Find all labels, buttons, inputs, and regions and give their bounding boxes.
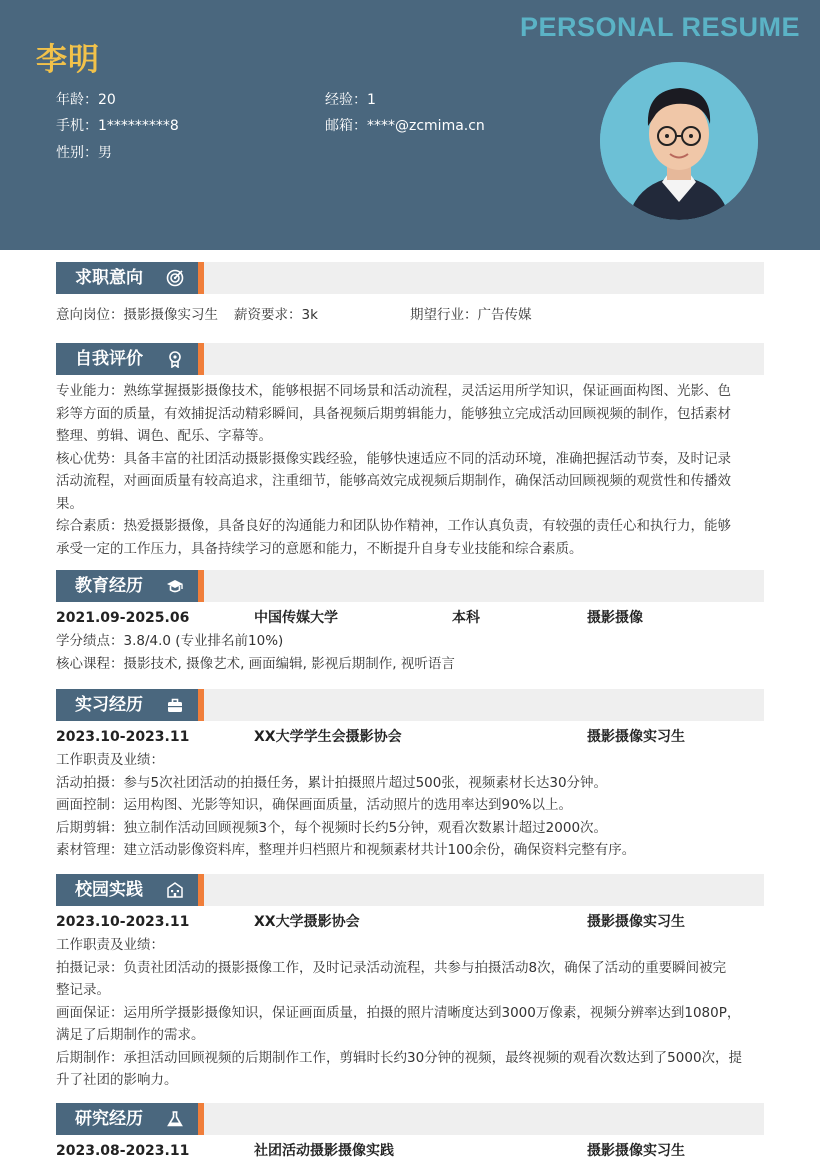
intern-date: 2023.10-2023.11 (56, 729, 190, 745)
campus-line: 整记录。 (56, 982, 110, 998)
self-line: 活动流程，对画面质量有较高追求，注重细节，能够高效完成视频后期制作，确保活动回顾视频的观赏性和传播效 (56, 473, 731, 489)
section-title-text: 研究经历 (75, 1109, 143, 1129)
section-research-header (56, 1103, 764, 1135)
info-email: 邮箱：****@zcmima.cn (325, 118, 485, 134)
campus-line: 拍摄记录：负责社团活动的摄影摄像工作，及时记录活动流程，共参与拍摄活动8次，确保了活动的重要瞬间被完 (56, 959, 727, 976)
intern-line: 工作职责及业绩： (56, 752, 164, 768)
intern-details (56, 749, 768, 862)
research-date: 2023.08-2023.11 (56, 1143, 190, 1159)
graduation-cap-icon (166, 577, 184, 595)
self-line: 承受一定的工作压力，具备持续学习的意愿和能力，不断提升自身专业技能和综合素质。 (56, 540, 583, 557)
research-role: 摄影摄像实习生 (587, 1143, 685, 1159)
self-line: 整理、剪辑、调色、配乐、字幕等。 (56, 428, 272, 444)
avatar (600, 62, 758, 220)
flask-icon (166, 1110, 184, 1128)
info-phone: 手机：1*********8 (56, 118, 179, 134)
research-row (56, 1140, 768, 1160)
medal-icon (166, 350, 184, 368)
campus-line: 升了社团的影响力。 (56, 1072, 178, 1088)
campus-line: 后期制作：承担活动回顾视频的后期制作工作，剪辑时长约30分钟的视频，最终视频的观看次数达到了5000次，提 (56, 1049, 743, 1066)
self-line: 彩等方面的质量，有效捕捉活动精彩瞬间，具备视频后期剪辑能力，能够独立完成活动回顾视频的制作，包括素材 (56, 405, 731, 422)
edu-degree: 本科 (452, 610, 480, 626)
self-line: 果。 (56, 495, 83, 512)
intern-line: 画面控制：运用构图、光影等知识，确保画面质量，活动照片的选用率达到90%以上。 (56, 797, 573, 813)
edu-line: 核心课程：摄影技术, 摄像艺术, 画面编辑, 影视后期制作, 视听语言 (56, 655, 455, 672)
intern-row (56, 726, 768, 748)
self-line: 综合素质：热爱摄影摄像，具备良好的沟通能力和团队协作精神，工作认真负责，有较强的责任心和执行力，能够 (56, 518, 731, 534)
campus-line: 画面保证：运用所学摄影摄像知识，保证画面质量，拍摄的照片清晰度达到3000万像素，视频分辨率达到1080P， (56, 1004, 741, 1021)
section-accent (198, 343, 204, 375)
self-text (56, 380, 768, 560)
edu-major: 摄影摄像 (587, 610, 643, 626)
edu-line: 学分绩点：3.8/4.0 (专业排名前10%) (56, 633, 284, 649)
section-accent (198, 262, 204, 294)
info-experience: 经验：1 (325, 92, 376, 108)
section-title (56, 343, 198, 375)
section-title-text: 求职意向 (75, 268, 143, 288)
section-title (56, 689, 198, 721)
campus-date: 2023.10-2023.11 (56, 914, 190, 930)
doc-title: PERSONAL RESUME (519, 12, 800, 42)
intern-line: 后期剪辑：独立制作活动回顾视频3个，每个视频时长约5分钟，观看次数累计超过2000次。 (56, 819, 608, 836)
section-self-header (56, 343, 764, 375)
section-accent (198, 1103, 204, 1135)
intern-role: 摄影摄像实习生 (587, 729, 685, 745)
section-title (56, 874, 198, 906)
section-campus-header (56, 874, 764, 906)
section-title-text: 实习经历 (75, 695, 143, 715)
section-title (56, 570, 198, 602)
campus-line: 满足了后期制作的需求。 (56, 1027, 205, 1043)
self-line: 核心优势：具备丰富的社团活动摄影摄像实践经验，能够快速适应不同的活动环境，准确把握活动节奏，及时记录 (56, 450, 731, 467)
briefcase-icon (166, 696, 184, 714)
section-title-text: 教育经历 (75, 576, 143, 596)
section-intern-header (56, 689, 764, 721)
edu-school: 中国传媒大学 (254, 610, 338, 626)
section-title (56, 262, 198, 294)
target-icon (166, 269, 184, 287)
campus-line: 工作职责及业绩： (56, 937, 164, 953)
section-accent (198, 689, 204, 721)
research-org: 社团活动摄影摄像实践 (254, 1143, 394, 1159)
intern-line: 活动拍摄：参与5次社团活动的拍摄任务，累计拍摄照片超过500张，视频素材长达30分钟。 (56, 774, 608, 791)
section-accent (198, 570, 204, 602)
campus-role: 摄影摄像实习生 (587, 914, 685, 930)
info-age: 年龄：20 (56, 92, 116, 108)
info-gender: 性别：男 (56, 145, 112, 161)
section-title-text: 自我评价 (75, 349, 143, 369)
self-line: 专业能力：熟练掌握摄影摄像技术，能够根据不同场景和活动流程，灵活运用所学知识，保证画面构图、光影、色 (56, 383, 731, 399)
intern-org: XX大学学生会摄影协会 (254, 729, 402, 745)
intent-position: 意向岗位：摄影摄像实习生 (56, 307, 218, 323)
section-accent (198, 874, 204, 906)
section-title-text: 校园实践 (75, 880, 143, 900)
edu-details (56, 630, 768, 675)
building-icon (166, 881, 184, 899)
campus-details (56, 934, 768, 1092)
intent-industry: 期望行业：广告传媒 (410, 307, 532, 323)
intent-salary: 薪资要求：3k (234, 307, 318, 323)
candidate-name: 李明 (36, 42, 100, 78)
section-title (56, 1103, 198, 1135)
section-edu-header (56, 570, 764, 602)
campus-row (56, 911, 768, 933)
intern-line: 素材管理：建立活动影像资料库，整理并归档照片和视频素材共计100余份，确保资料完整有序。 (56, 842, 636, 858)
resume-header (0, 0, 820, 250)
edu-date: 2021.09-2025.06 (56, 610, 190, 626)
edu-row (56, 607, 768, 629)
campus-org: XX大学摄影协会 (254, 914, 360, 930)
section-intent-header (56, 262, 764, 294)
